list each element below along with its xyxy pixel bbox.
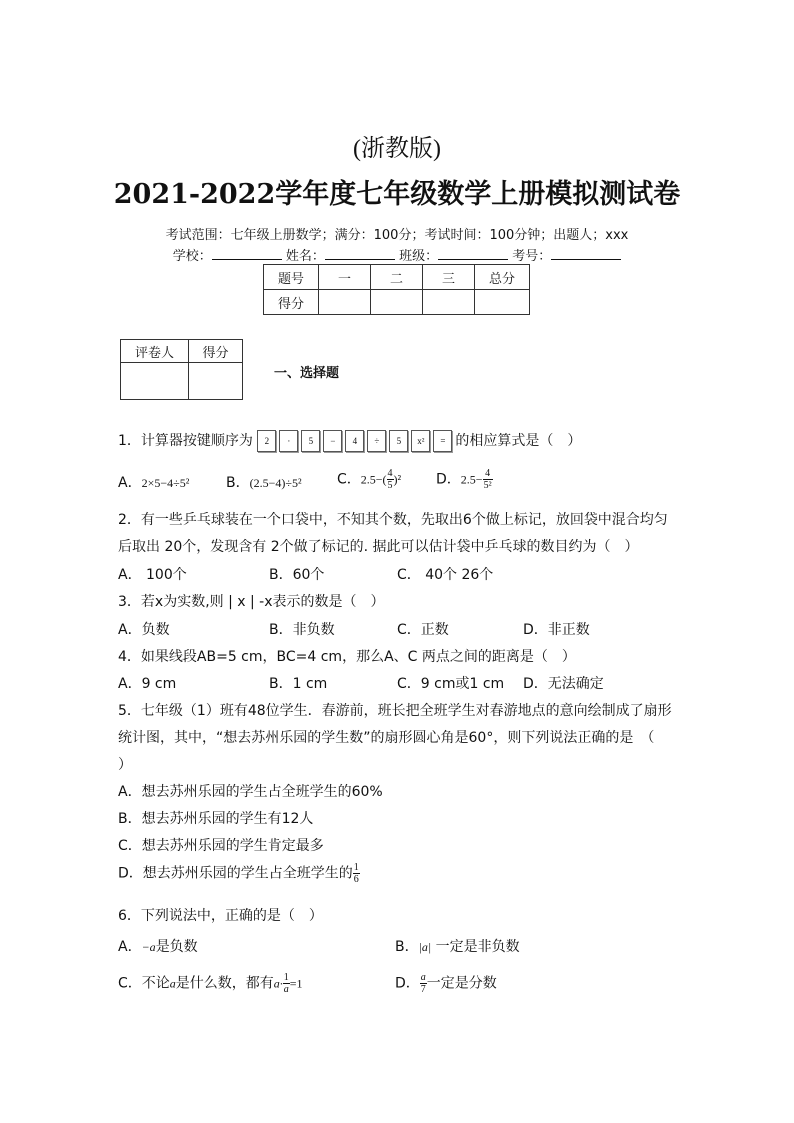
q2-options bbox=[118, 564, 678, 584]
calculator-key: − bbox=[323, 430, 342, 452]
q6-option-d[interactable]: D． $\frac{a}{7}$ 一定是分数 bbox=[395, 972, 497, 995]
score-cell[interactable] bbox=[475, 290, 530, 315]
q2-option-b[interactable]: B．60个 bbox=[269, 567, 325, 583]
calculator-key: 5 bbox=[301, 430, 320, 452]
q3-option-b[interactable]: B．非负数 bbox=[269, 622, 335, 638]
q6-option-a[interactable]: A．−a是负数 bbox=[118, 939, 198, 955]
calculator-key: 5 bbox=[389, 430, 408, 452]
question-3: 3．若x为实数,则 | x | -x表示的数是（ ） bbox=[118, 594, 385, 610]
q3-options bbox=[118, 619, 678, 639]
id-label: 考号： bbox=[512, 249, 552, 264]
q1-option-a[interactable]: A．2×5−4÷5² bbox=[118, 475, 190, 491]
q3-option-c[interactable]: C．正数 bbox=[397, 622, 449, 638]
score-cell[interactable] bbox=[319, 290, 371, 315]
q4-option-c[interactable]: C．9 cm或1 cm bbox=[397, 676, 505, 692]
score-header: 总分 bbox=[475, 265, 530, 290]
q4-options bbox=[118, 673, 678, 693]
question-4: 4．如果线段AB=5 cm，BC=4 cm，那么A、C 两点之间的距离是（ ） bbox=[118, 649, 576, 665]
name-field[interactable] bbox=[325, 247, 395, 260]
score-row-label: 得分 bbox=[264, 290, 319, 315]
id-field[interactable] bbox=[551, 247, 621, 260]
q4-option-b[interactable]: B．1 cm bbox=[269, 676, 328, 692]
calculator-key: · bbox=[279, 430, 298, 452]
school-label: 学校： bbox=[172, 249, 212, 264]
grader-table bbox=[120, 339, 243, 400]
calculator-key: 4 bbox=[345, 430, 364, 452]
score-cell[interactable] bbox=[423, 290, 475, 315]
score-header: 三 bbox=[423, 265, 475, 290]
class-label: 班级： bbox=[399, 249, 439, 264]
student-fields bbox=[0, 245, 794, 264]
q3-option-a[interactable]: A．负数 bbox=[118, 622, 170, 638]
calculator-key: = bbox=[433, 430, 452, 452]
q1-option-d[interactable]: D．2.5− $\frac{4}{\text{5²}}$ bbox=[436, 468, 492, 491]
question-1 bbox=[118, 430, 581, 452]
q4-option-a[interactable]: A．9 cm bbox=[118, 676, 177, 692]
q5-option-d[interactable]: D．想去苏州乐园的学生占全班学生的 $\frac{1}{6}$ bbox=[118, 862, 359, 885]
question-5-line-3: ） bbox=[118, 757, 132, 773]
grader-score-header: 得分 bbox=[189, 340, 243, 363]
q1-option-c[interactable]: C．2.5−( $\frac{4}{5}$ )² bbox=[337, 468, 402, 491]
question-2-line-2: 后取出 20个，发现含有 2个做了标记的. 据此可以估计袋中乒乓球的数目约为（ ） bbox=[118, 539, 639, 555]
q2-option-c[interactable]: C． 40个 26个 bbox=[397, 567, 494, 583]
grader-header: 评卷人 bbox=[121, 340, 189, 363]
q5-option-b[interactable]: B．想去苏州乐园的学生有12人 bbox=[118, 811, 314, 827]
calculator-key: ÷ bbox=[367, 430, 386, 452]
question-2-line-1: 2．有一些乒乓球装在一个口袋中，不知其个数，先取出6个做上标记，放回袋中混合均匀 bbox=[118, 512, 668, 528]
score-cell[interactable] bbox=[371, 290, 423, 315]
q1-option-b[interactable]: B．(2.5−4)÷5² bbox=[226, 475, 302, 491]
score-header: 二 bbox=[371, 265, 423, 290]
score-header-row bbox=[264, 265, 530, 290]
question-6: 6．下列说法中，正确的是（ ） bbox=[118, 908, 323, 924]
q1-prefix: 1．计算器按键顺序为 bbox=[118, 433, 253, 449]
page-title: 2021-2022学年度七年级数学上册模拟测试卷 bbox=[113, 179, 681, 210]
calculator-key: x² bbox=[411, 430, 430, 452]
q1-suffix: 的相应算式是（ ） bbox=[455, 433, 582, 449]
q4-option-d[interactable]: D．无法确定 bbox=[523, 676, 604, 692]
class-field[interactable] bbox=[438, 247, 508, 260]
score-header: 一 bbox=[319, 265, 371, 290]
exam-info: 考试范围：七年级上册数学；满分：100分；考试时间：100分钟；出题人；xxx bbox=[165, 228, 629, 243]
q5-option-c[interactable]: C．想去苏州乐园的学生肯定最多 bbox=[118, 838, 324, 854]
question-5-line-2: 统计图，其中，“想去苏州乐园的学生数”的扇形圆心角是60°，则下列说法正确的是 （ bbox=[118, 730, 655, 746]
score-row bbox=[264, 290, 530, 315]
grader-score-cell[interactable] bbox=[189, 363, 243, 400]
score-table bbox=[263, 264, 530, 315]
grader-cell[interactable] bbox=[121, 363, 189, 400]
calculator-key: 2 bbox=[257, 430, 276, 452]
q6-option-b[interactable]: B．|a| 一定是非负数 bbox=[395, 939, 520, 955]
section-heading: 一、选择题 bbox=[274, 366, 340, 381]
q5-option-a[interactable]: A．想去苏州乐园的学生占全班学生的60% bbox=[118, 784, 383, 800]
score-header: 题号 bbox=[264, 265, 319, 290]
question-5-line-1: 5．七年级（1）班有48位学生．春游前，班长把全班学生对春游地点的意向绘制成了扇形 bbox=[118, 703, 672, 719]
name-label: 姓名： bbox=[285, 249, 325, 264]
q3-option-d[interactable]: D．非正数 bbox=[523, 622, 590, 638]
edition-label: (浙教版) bbox=[353, 136, 441, 162]
q2-option-a[interactable]: A． 100个 bbox=[118, 567, 187, 583]
school-field[interactable] bbox=[212, 247, 282, 260]
q6-option-c[interactable]: C．不论a是什么数，都有a· $\frac{1}{a}$ =1 bbox=[118, 972, 303, 995]
